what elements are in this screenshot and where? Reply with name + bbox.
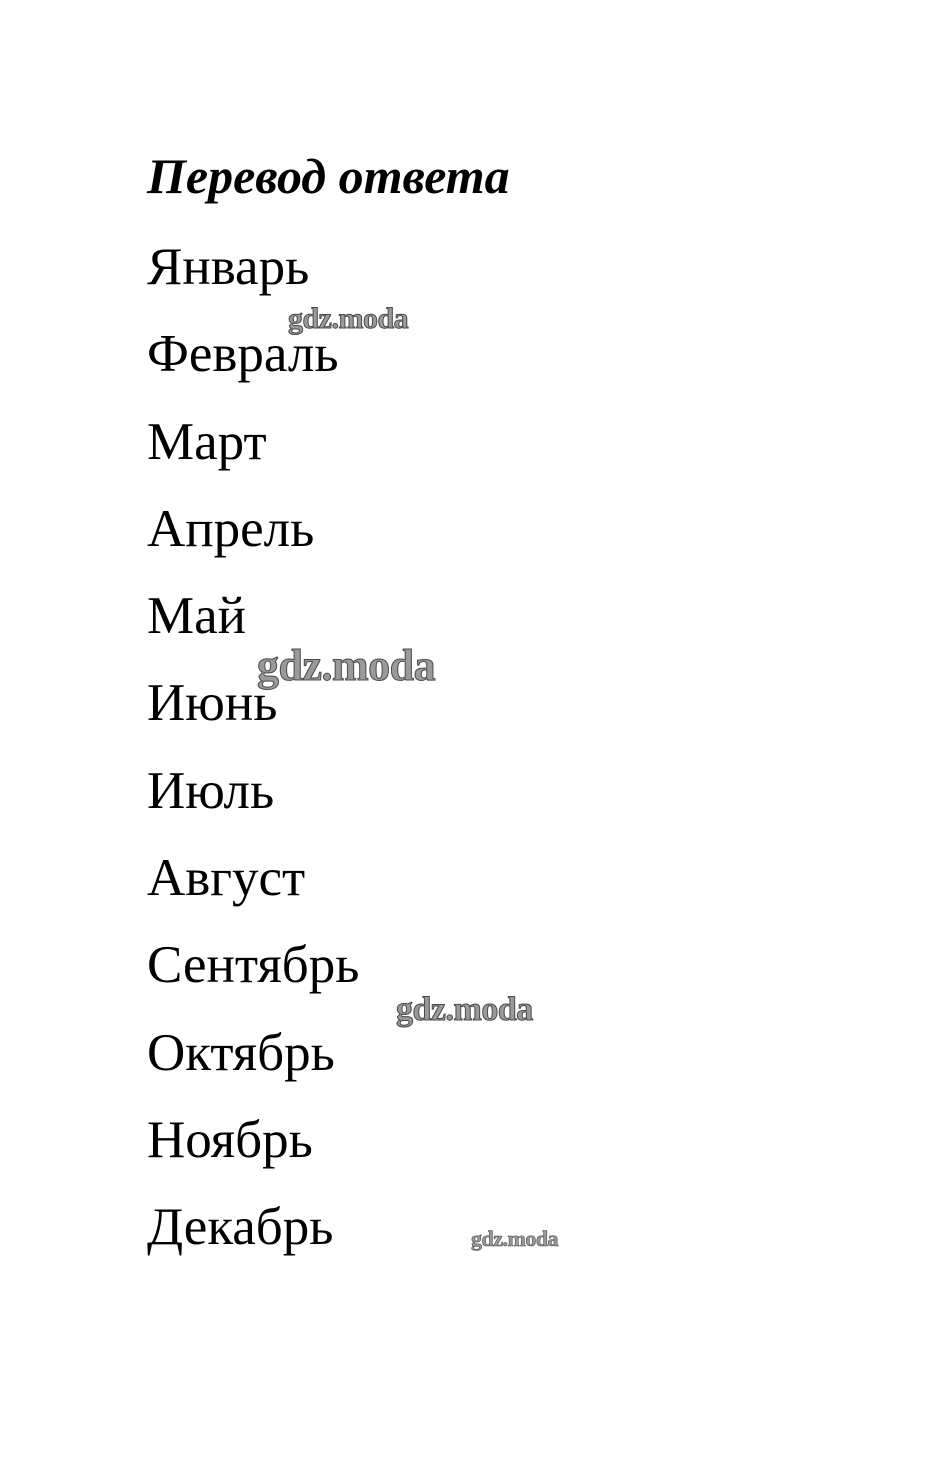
month-november: Ноябрь [147, 1110, 313, 1169]
month-february: Февраль [147, 325, 339, 384]
month-october: Октябрь [147, 1023, 335, 1082]
month-september: Сентябрь [147, 936, 360, 995]
watermark: gdz.moda [471, 1226, 559, 1251]
month-june: Июнь [147, 674, 278, 733]
month-august: Август [147, 849, 306, 908]
watermark: gdz.moda [288, 302, 409, 335]
month-july: Июль [147, 761, 275, 820]
month-list [147, 237, 359, 1285]
watermark: gdz.moda [257, 641, 436, 690]
month-december: Декабрь [147, 1198, 334, 1257]
page-heading: Перевод ответа [147, 148, 510, 204]
month-march: Март [147, 412, 267, 471]
month-january: Январь [147, 238, 310, 296]
watermark: gdz.moda [396, 991, 533, 1028]
month-april: Апрель [147, 499, 315, 558]
month-may: Май [147, 587, 247, 646]
